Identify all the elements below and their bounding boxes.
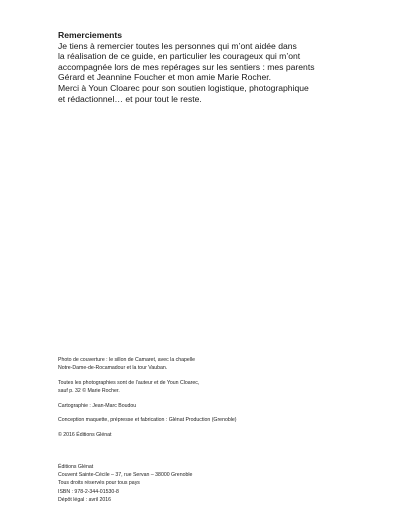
acknowledgements-line: Je tiens à remercier toutes les personnes qui m’ont aidée dans (58, 40, 297, 51)
photographs-credit (58, 379, 388, 395)
photographs-credit-line: sauf p. 32 © Marie Rocher. (58, 388, 120, 394)
legal-deposit: Dépôt légal : avril 2016 (58, 496, 112, 503)
acknowledgements-section (58, 30, 388, 104)
copyright-notice (58, 431, 388, 439)
publisher-info (58, 463, 388, 504)
publisher-address: Couvent Sainte-Cécile – 37, rue Servan – 38000 Grenoble (58, 472, 193, 479)
acknowledgements-line: et rédactionnel… et pour tout le reste. (58, 93, 202, 104)
cover-photo-credit-line: Photo de couverture : le sillon de Camaret, avec la chapelle (58, 357, 195, 363)
photographs-credit-line: Toutes les photographies sont de l’auteur et de Youn Cloarec, (58, 379, 200, 386)
isbn: ISBN : 978-2-344-01530-8 (58, 488, 119, 495)
publisher-name: Éditions Glénat (58, 464, 94, 470)
cover-photo-credit (58, 356, 388, 372)
cartography-credit (58, 402, 388, 410)
cartography-credit-line: Cartographie : Jean-Marc Boudou (58, 402, 137, 409)
rights-notice: Tous droits réservés pour tous pays (58, 480, 140, 487)
acknowledgements-line: Merci à Youn Cloarec pour son soutien logistique, photographique (58, 82, 309, 93)
acknowledgements-line: la réalisation de ce guide, en particulier les courageux qui m’ont (58, 51, 301, 62)
acknowledgements-line: accompagnée lors de mes repérages sur les sentiers : mes parents (58, 61, 315, 72)
credits-section (58, 356, 388, 445)
design-credit-line: Conception maquette, prépresse et fabrication : Glénat Production (Grenoble) (58, 417, 237, 424)
copyright-line: © 2016 Éditions Glénat (58, 431, 112, 438)
acknowledgements-title: Remerciements (58, 30, 123, 40)
acknowledgements-line: Gérard et Jeannine Foucher et mon amie Marie Rocher. (58, 72, 272, 83)
cover-photo-credit-line: Notre-Dame-de-Rocamadour et la tour Vauban. (58, 365, 168, 372)
design-credit (58, 416, 388, 424)
